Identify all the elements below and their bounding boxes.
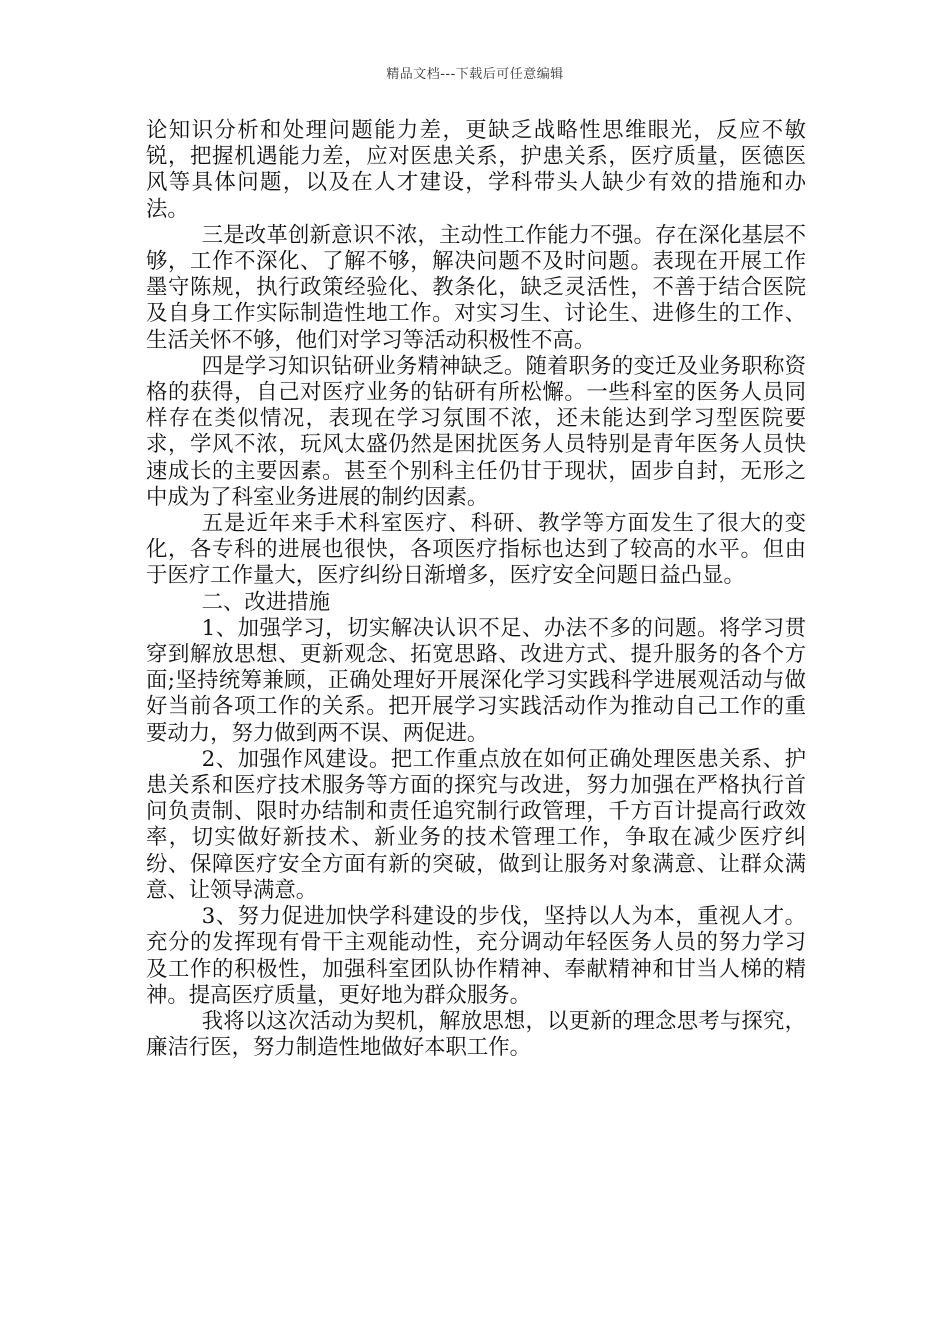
section-heading-improvement: 二、改进措施 xyxy=(201,589,330,615)
paragraph-point-five: 五是近年来手术科室医疗、科研、教学等方面发生了很大的变化，各专科的进展也很快，各项医疗指标也达到了较高的水平。但由于医疗工作量大，医疗纠纷日渐增多，医疗安全问题日益凸显。 xyxy=(146,511,806,589)
paragraph-measure-one: 1、加强学习，切实解决认识不足、办法不多的问题。将学习贯穿到解放思想、更新观念、拓宽思路、改进方式、提升服务的各个方面;坚持统筹兼顾，正确处理好开展深化学习实践科学进展观活动与做好当前各项工作的关系。把开展学习实践活动作为推动自己工作的重要动力，努力做到两不误、两促进。 xyxy=(146,615,806,746)
paragraph-point-three: 三是改革创新意识不浓，主动性工作能力不强。存在深化基层不够，工作不深化、了解不够，解决问题不及时问题。表现在开展工作墨守陈规，执行政策经验化、教条化，缺乏灵活性，不善于结合医院及自身工作实际制造性地工作。对实习生、讨论生、进修生的工作、生活关怀不够，他们对学习等活动积极性不高。 xyxy=(146,222,806,353)
paragraph-measure-two: 2、加强作风建设。把工作重点放在如何正确处理医患关系、护患关系和医疗技术服务等方面的探究与改进，努力加强在严格执行首问负责制、限时办结制和责任追究制行政管理，千方百计提高行政效率，切实做好新技术、新业务的技术管理工作，争取在减少医疗纠纷、保障医疗安全方面有新的突破，做到让服务对象满意、让群众满意、让领导满意。 xyxy=(146,746,806,903)
document-body xyxy=(146,118,806,1061)
paragraph-conclusion: 我将以这次活动为契机，解放思想，以更新的理念思考与探究，廉洁行医，努力制造性地做好本职工作。 xyxy=(146,1008,806,1061)
paragraph-point-four: 四是学习知识钻研业务精神缺乏。随着职务的变迁及业务职称资格的获得，自己对医疗业务的钻研有所松懈。一些科室的医务人员同样存在类似情况，表现在学习氛围不浓，还未能达到学习型医院要求，学风不浓，玩风太盛仍然是困扰医务人员特别是青年医务人员快速成长的主要因素。甚至个别科主任仍甘于现状，固步自封，无形之中成为了科室业务进展的制约因素。 xyxy=(146,353,806,510)
paragraph-continued: 论知识分析和处理问题能力差，更缺乏战略性思维眼光，反应不敏锐，把握机遇能力差，应对医患关系，护患关系，医疗质量，医德医风等具体问题，以及在人才建设，学科带头人缺少有效的措施和办法。 xyxy=(146,118,806,222)
paragraph-measure-three: 3、努力促进加快学科建设的步伐，坚持以人为本，重视人才。充分的发挥现有骨干主观能动性，充分调动年轻医务人员的努力学习及工作的积极性，加强科室团队协作精神、奉献精神和甘当人梯的精神。提高医疗质量，更好地为群众服务。 xyxy=(146,904,806,1008)
page-header: 精品文档---下载后可任意编辑 xyxy=(386,67,564,82)
